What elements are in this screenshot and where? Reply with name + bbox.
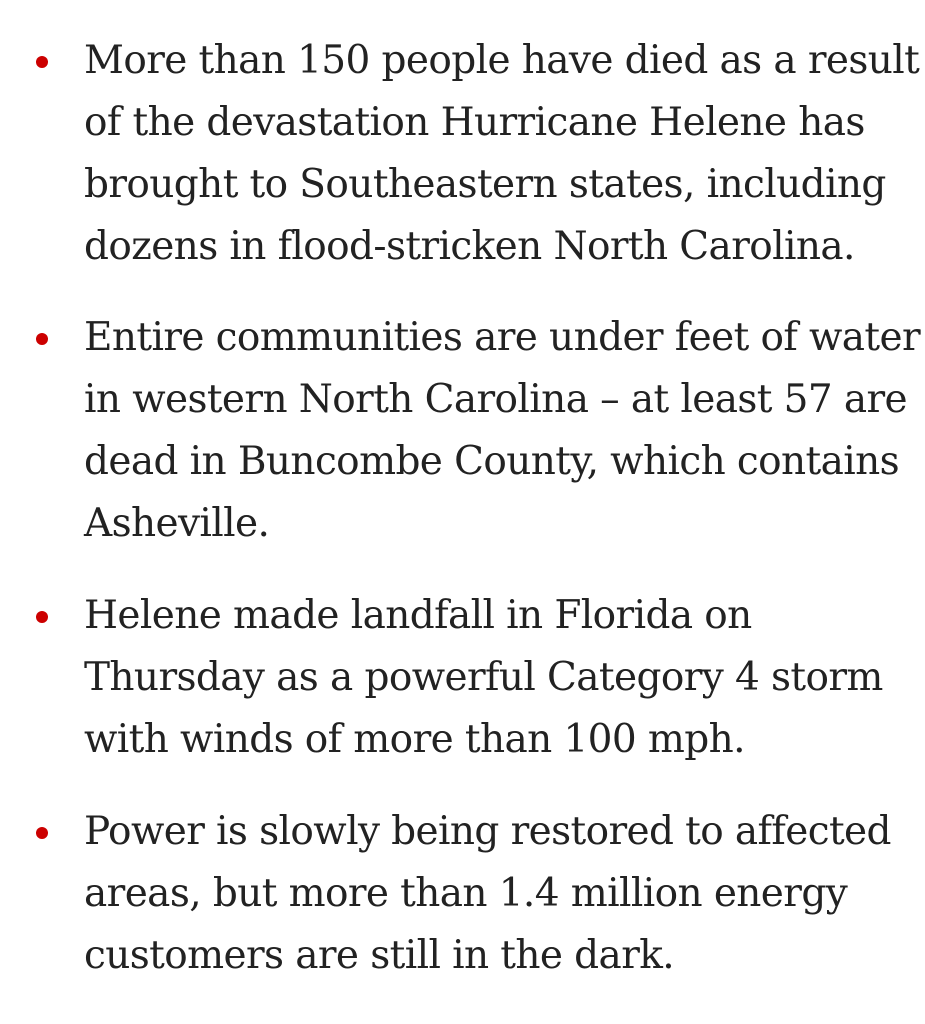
text-line: dozens in flood-stricken North Carolina. xyxy=(84,224,855,269)
bullet-dot-icon xyxy=(36,611,48,623)
text-line: of the devastation Hurricane Helene has xyxy=(84,100,865,145)
bullet-dot-icon xyxy=(36,56,48,68)
text-line: brought to Southeastern states, including xyxy=(84,162,886,207)
text-line: areas, but more than 1.4 million energy xyxy=(84,871,848,916)
text-line: Power is slowly being restored to affected xyxy=(84,809,891,854)
text-line: Asheville. xyxy=(84,501,270,546)
text-line: More than 150 people have died as a result xyxy=(84,38,920,83)
text-line: dead in Buncombe County, which contains xyxy=(84,439,900,484)
text-line: customers are still in the dark. xyxy=(84,933,675,978)
text-line: in western North Carolina – at least 57 are xyxy=(84,377,908,422)
text-line: Thursday as a powerful Category 4 storm xyxy=(84,655,883,700)
text-line: with winds of more than 100 mph. xyxy=(84,717,745,762)
bullet-text xyxy=(84,585,894,771)
bullet-dot-icon xyxy=(36,827,48,839)
text-line: Helene made landfall in Florida on xyxy=(84,593,752,638)
bullet-text xyxy=(84,30,920,278)
text-line: Entire communities are under feet of water xyxy=(84,315,920,360)
bullet-text xyxy=(84,801,894,987)
bullet-text xyxy=(84,307,920,555)
bullet-dot-icon xyxy=(36,333,48,345)
